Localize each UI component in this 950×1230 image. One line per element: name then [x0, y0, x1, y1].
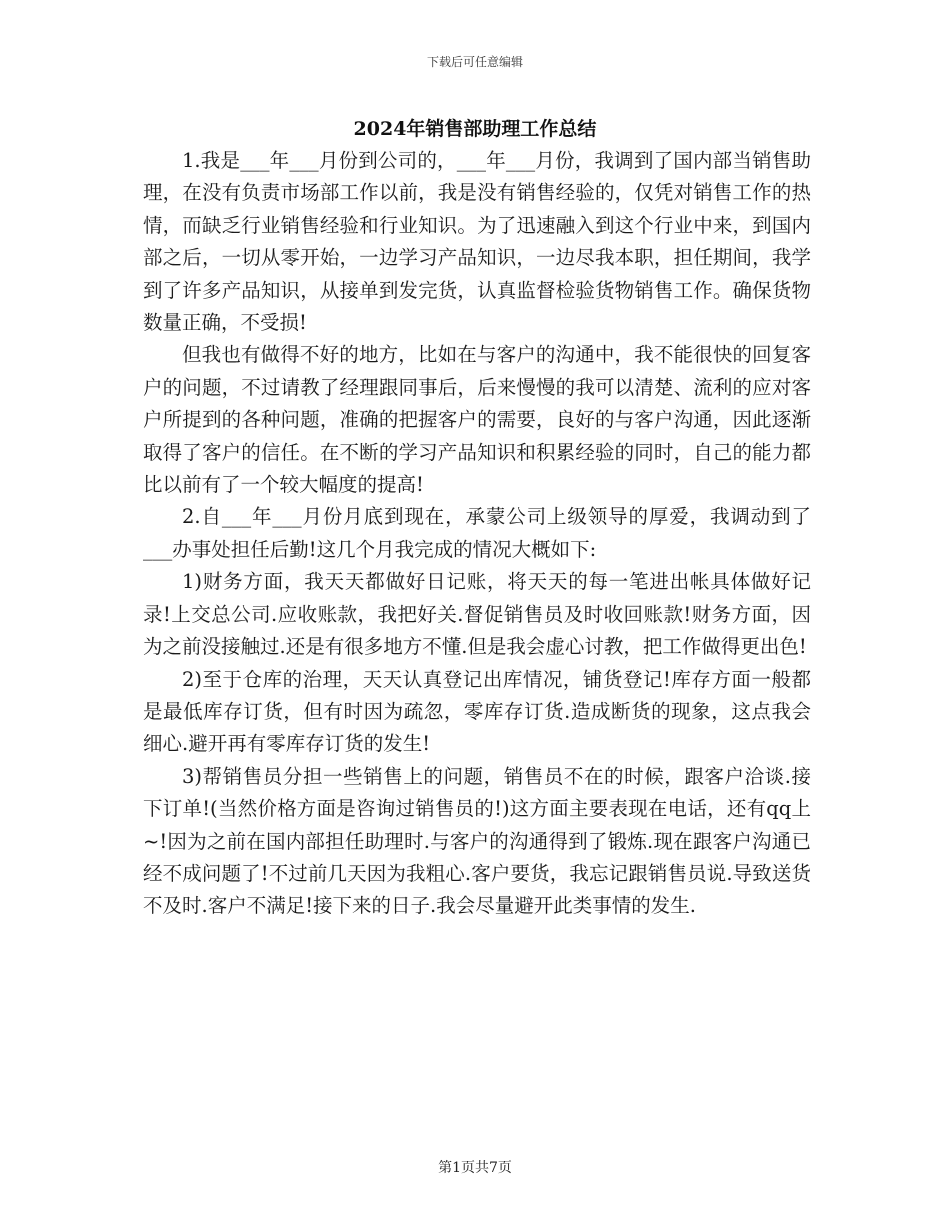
header-note: 下载后可任意编辑 — [426, 55, 523, 69]
page-indicator: 第1页共7页 — [438, 1160, 512, 1176]
paragraph: 3)帮销售员分担一些销售上的问题，销售员不在的时候，跟客户洽谈.接下订单!(当然价格方面是咨询过销售员的!)这方面主要表现在电话，还有qq上~!因为之前在国内部担任助理时.与客户的沟通得到了锻炼.现在跟客户沟通已经不成问题了!不过前几天因为我粗心.客户要货，我忘记跟销售员说.导致送货不及时.客户不满足!接下来的日子.我会尽量避开此类事情的发生. — [143, 764, 811, 918]
document-title: 2024年销售部助理工作总结 — [353, 118, 597, 140]
paragraph: 2)至于仓库的治理，天天认真登记出库情况，铺货登记!库存方面一般都是最低库存订货，但有时因为疏忽，零库存订货.造成断货的现象，这点我会细心.避开再有零库存订货的发生! — [143, 667, 811, 756]
paragraph: 1)财务方面，我天天都做好日记账，将天天的每一笔进出帐具体做好记录!上交总公司.应收账款，我把好关.督促销售员及时收回账款!财务方面，因为之前没接触过.还是有很多地方不懂.但是我会虚心讨教，把工作做得更出色! — [143, 570, 811, 659]
paragraph: 但我也有做得不好的地方，比如在与客户的沟通中，我不能很快的回复客户的问题，不过请教了经理跟同事后，后来慢慢的我可以清楚、流利的应对客户所提到的各种问题，准确的把握客户的需要，良好的与客户沟通，因此逐渐取得了客户的信任。在不断的学习产品知识和积累经验的同时，自己的能力都比以前有了一个较大幅度的提高! — [143, 343, 811, 497]
paragraph: 1.我是___年___月份到公司的，___年___月份，我调到了国内部当销售助理，在没有负责市场部工作以前，我是没有销售经验的，仅凭对销售工作的热情，而缺乏行业销售经验和行业知识。为了迅速融入到这个行业中来，到国内部之后，一切从零开始，一边学习产品知识，一边尽我本职，担任期间，我学到了许多产品知识，从接单到发完货，认真监督检验货物销售工作。确保货物数量正确，不受损! — [143, 149, 811, 335]
document-body — [143, 145, 811, 923]
paragraph: 2.自___年___月份月底到现在，承蒙公司上级领导的厚爱，我调动到了___办事处担任后勤!这几个月我完成的情况大概如下: — [143, 505, 811, 561]
